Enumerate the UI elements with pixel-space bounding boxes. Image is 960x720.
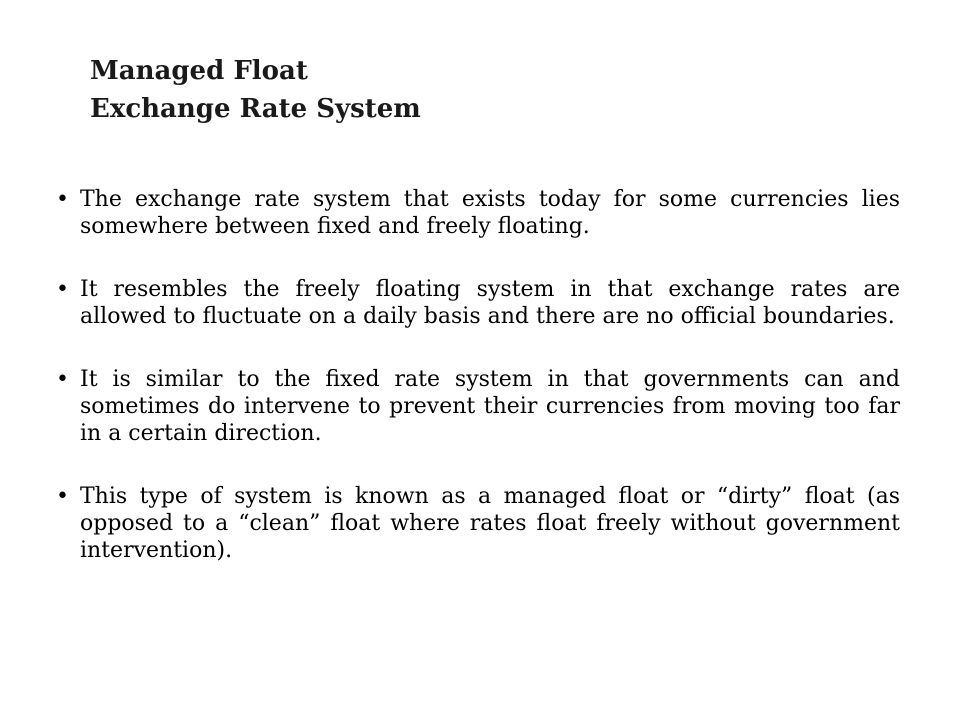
bullet-item: • It resembles the freely floating system in that exchange rates are allowed to fluctuate on a daily basis and there are no official boundaries. [80, 276, 900, 330]
title-line-1: Managed Float [90, 56, 308, 86]
title-line-2: Exchange Rate System [90, 94, 421, 124]
slide-title [90, 52, 790, 128]
bullet-item: • It is similar to the fixed rate system in that governments can and sometimes do intervene to prevent their currencies from moving too far in a certain direction. [80, 366, 900, 447]
bullet-list [80, 186, 900, 600]
bullet-item: • This type of system is known as a managed float or “dirty” float (as opposed to a “clean” float where rates float freely without government intervention). [80, 483, 900, 564]
bullet-item: • The exchange rate system that exists today for some currencies lies somewhere between fixed and freely floating. [80, 186, 900, 240]
